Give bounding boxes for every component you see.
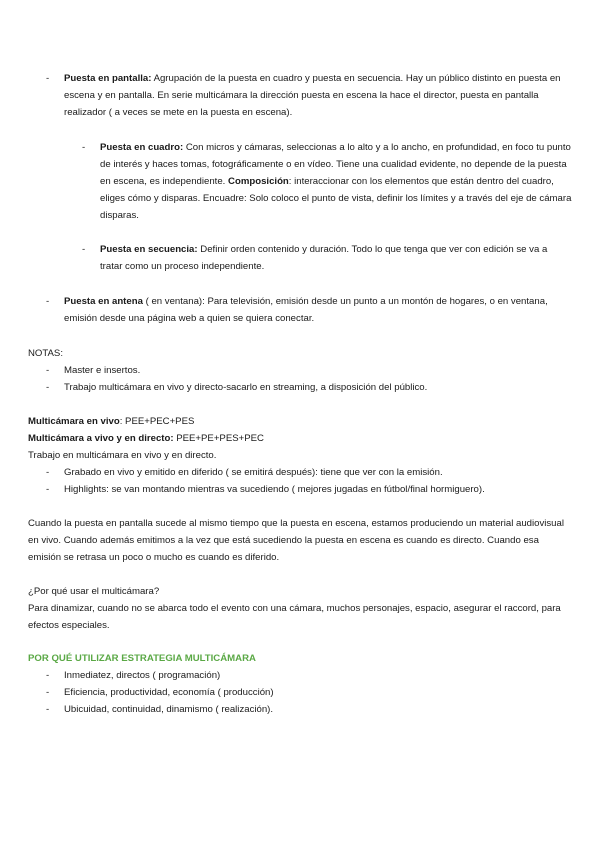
question-line: ¿Por qué usar el multicámara? bbox=[28, 586, 160, 597]
notas-item-text: Trabajo multicámara en vivo y directo-sacarlo en streaming, a disposición del público. bbox=[64, 382, 428, 393]
term-puesta-antena: Puesta en antena bbox=[64, 296, 143, 307]
puesta-pantalla-paragraph bbox=[64, 70, 572, 121]
list-item-multicamara-0 bbox=[46, 464, 574, 481]
puesta-pantalla-text: Agrupación de la puesta en cuadro y puesta en secuencia. Hay un público distinto en puesta en escena y en pantalla. En serie multicámara la dirección puesta en escena la hace el director, puesta en pantalla realizador ( a veces se mete en la puesta en escena). bbox=[64, 73, 561, 118]
term-multicamara-vivo: Multicámara en vivo bbox=[28, 416, 120, 427]
composicion-text: : interaccionar con los elementos que están dentro del cuadro, eliges cómo y disparas. Encuadre: Solo coloco el punto de vista, definir los límites y a través del eje de cámara disparas. bbox=[100, 176, 572, 221]
puesta-secuencia-paragraph bbox=[100, 241, 560, 275]
bullet-dash: - bbox=[46, 704, 50, 715]
bullet-dash: - bbox=[46, 365, 50, 376]
bullet-dash: - bbox=[82, 142, 86, 153]
bullet-dash: - bbox=[46, 467, 50, 478]
multicamara-line-2-text: PEE+PE+PES+PEC bbox=[173, 433, 264, 444]
puesta-secuencia-text: Definir orden contenido y duración. Todo lo que tenga que ver con edición se va a tratar como un proceso independiente. bbox=[100, 244, 548, 272]
puesta-antena-text: ( en ventana): Para televisión, emisión desde un punto a un montón de hogares, o en ventana, emisión desde una página web a quien se quiera conectar. bbox=[64, 296, 548, 324]
bullet-dash: - bbox=[46, 670, 50, 681]
bullet-dash: - bbox=[46, 73, 50, 84]
multicamara-line-1-text: : PEE+PEC+PES bbox=[119, 416, 195, 427]
term-puesta-cuadro: Puesta en cuadro: bbox=[100, 142, 184, 153]
strategy-item-text: Ubicuidad, continuidad, dinamismo ( realización). bbox=[64, 704, 274, 715]
puesta-antena-paragraph bbox=[64, 293, 574, 327]
multicamara-item-text: Grabado en vivo y emitido en diferido ( se emitirá después): tiene que ver con la emisión. bbox=[64, 467, 443, 478]
list-item-puesta-cuadro bbox=[82, 139, 574, 224]
puesta-cuadro-text: Con micros y cámaras, seleccionas a lo alto y a lo ancho, en profundidad, en foco tu punto de interés y haces tomas, fotográficamente o en vídeo. Tiene una cualidad evidente, no depende de la puesta en escena, es independiente. bbox=[100, 142, 571, 187]
term-multicamara-directo: Multicámara a vivo y en directo: bbox=[28, 433, 174, 444]
notas-title: NOTAS: bbox=[28, 348, 64, 359]
puesta-cuadro-paragraph bbox=[100, 139, 574, 224]
strategy-item-text: Eficiencia, productividad, economía ( producción) bbox=[64, 687, 274, 698]
list-item-strategy-1 bbox=[46, 684, 574, 701]
term-puesta-secuencia: Puesta en secuencia: bbox=[100, 244, 198, 255]
bullet-dash: - bbox=[46, 382, 50, 393]
bullet-dash: - bbox=[46, 296, 50, 307]
paragraph-dinamizar: Para dinamizar, cuando no se abarca todo el evento con una cámara, muchos personajes, espacio, asegurar el raccord, para efectos especiales. bbox=[28, 603, 561, 631]
bullet-dash: - bbox=[46, 687, 50, 698]
list-item-strategy-0 bbox=[46, 667, 574, 684]
term-puesta-pantalla: Puesta en pantalla: bbox=[64, 73, 152, 84]
strategy-heading: POR QUÉ UTILIZAR ESTRATEGIA MULTICÁMARA bbox=[28, 653, 256, 664]
multicamara-line-1 bbox=[28, 413, 570, 430]
multicamara-line-3: Trabajo en multicámara en vivo y en directo. bbox=[28, 450, 217, 461]
multicamara-item-text: Highlights: se van montando mientras va sucediendo ( mejores jugadas en fútbol/final hormiguero). bbox=[64, 484, 485, 495]
multicamara-line-2 bbox=[28, 430, 570, 447]
term-composicion: Composición bbox=[228, 176, 289, 187]
list-item-multicamara-1 bbox=[46, 481, 580, 498]
notas-item-text: Master e insertos. bbox=[64, 365, 141, 376]
list-item-strategy-2 bbox=[46, 701, 574, 718]
list-item-notas-1 bbox=[46, 379, 574, 396]
list-item-puesta-antena bbox=[46, 293, 574, 327]
paragraph-en-vivo-directo: Cuando la puesta en pantalla sucede al mismo tiempo que la puesta en escena, estamos produciendo un material audiovisual en vivo. Cuando además emitimos a la vez que está sucediendo la puesta en escena es cuando es directo. Cuando esa emisión se retrasa un poco o mucho es cuando es diferido. bbox=[28, 518, 564, 563]
bullet-dash: - bbox=[82, 244, 86, 255]
strategy-item-text: Inmediatez, directos ( programación) bbox=[64, 670, 221, 681]
bullet-dash: - bbox=[46, 484, 50, 495]
list-item-notas-0 bbox=[46, 362, 574, 379]
list-item-puesta-pantalla bbox=[46, 70, 572, 121]
list-item-puesta-secuencia bbox=[82, 241, 560, 275]
